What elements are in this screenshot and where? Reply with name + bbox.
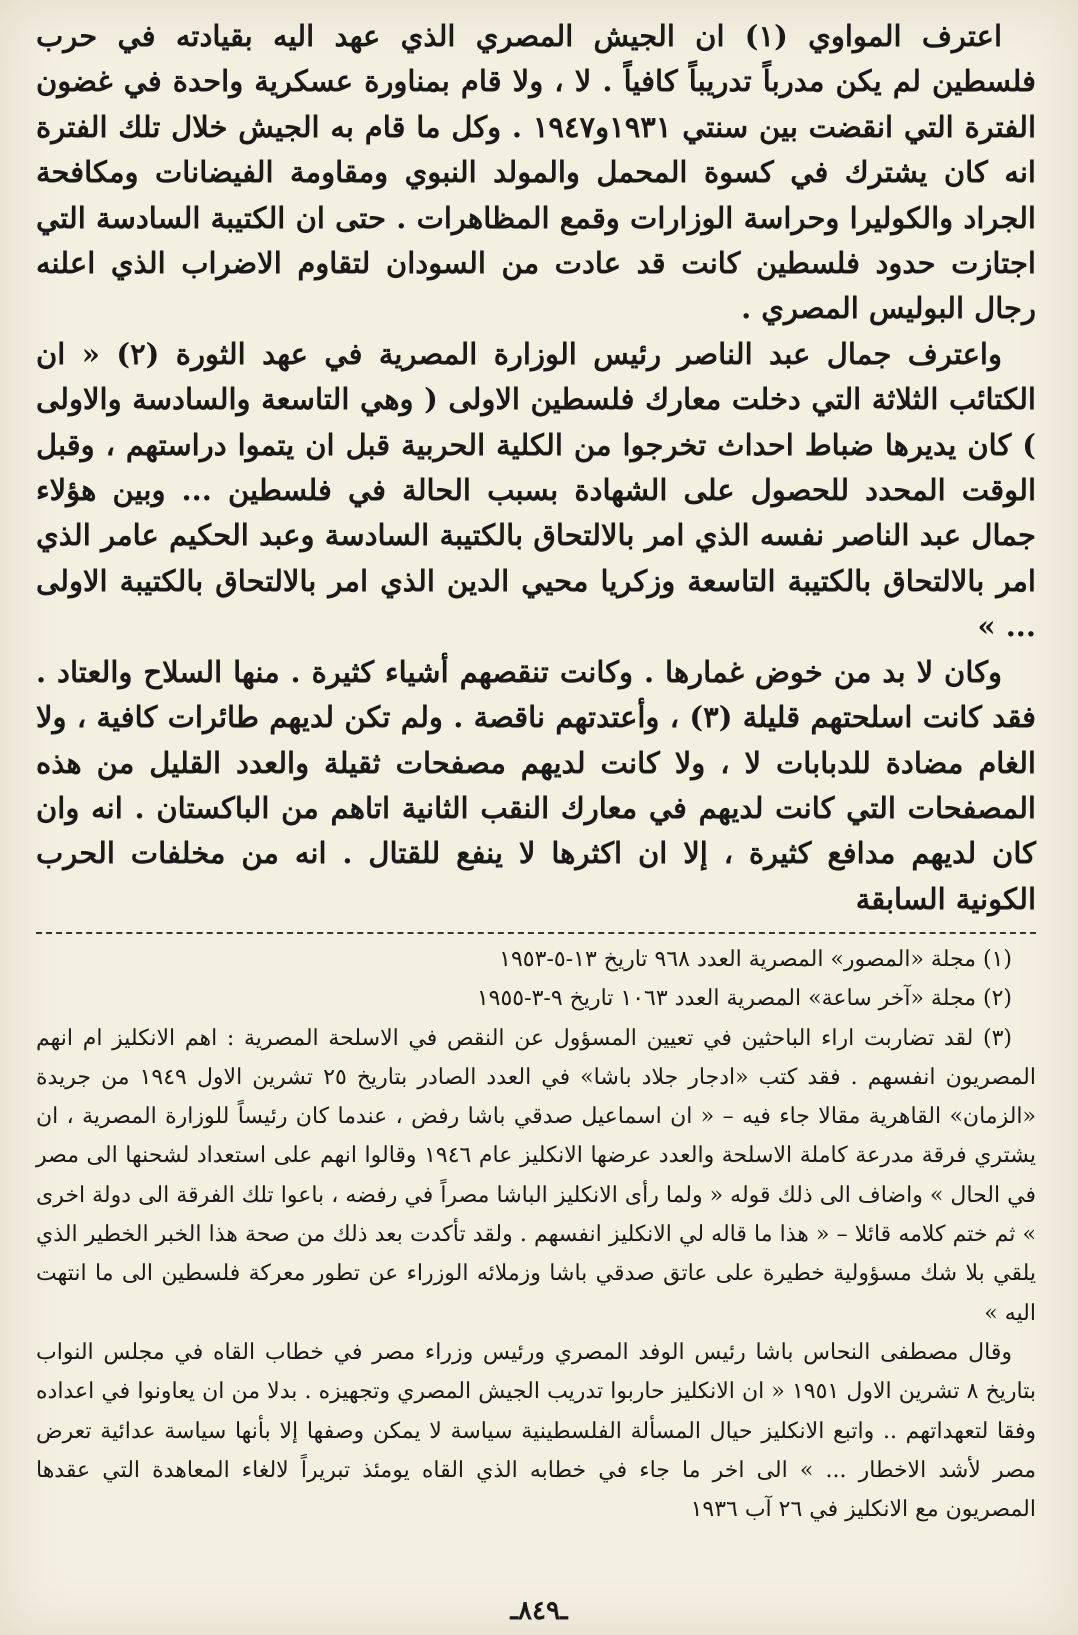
footnotes (36, 940, 1036, 1529)
paragraph-2: واعترف جمال عبد الناصر رئيس الوزارة المصرية في عهد الثورة (٢) « ان الكتائب الثلاثة التي دخلت معارك فلسطين الاولى ( وهي التاسعة والسادسة والاولى ) كان يديرها ضباط احداث تخرجوا من الكلية الحربية قبل ان يتموا دراستهم ، وقبل الوقت المحدد للحصول على الشهادة بسبب الحالة في فلسطين ... وبين هؤلاء جمال عبد الناصر نفسه الذي امر بالالتحاق بالكتيبة السادسة وعبد الحكيم عامر الذي امر بالالتحاق بالكتيبة التاسعة وزكريا محيي الدين الذي امر بالالتحاق بالكتيبة الاولى ... » (36, 336, 1036, 644)
footnote-4: وقال مصطفى النحاس باشا رئيس الوفد المصري ورئيس وزراء مصر في خطاب القاه في مجلس النواب بتاريخ ٨ تشرين الاول ١٩٥١ « ان الانكليز حاربوا تدريب الجيش المصري وتجهيزه . بدلا من ان يعاونوا في اعداده وفقا لتعهداتهم .. واتبع الانكليز حيال المسألة الفلسطينية سياسة لا يمكن وصفها إلا بأنها سياسة عدائية تعرض مصر لأشد الاخطار ... » الى اخر ما جاء في خطابه الذي القاه يومئذ تبريراً لالغاء المعاهدة التي عقدها المصريون مع الانكليز في ٢٦ آب ١٩٣٦ (36, 1339, 1037, 1523)
paragraph-1: اعترف المواوي (١) ان الجيش المصري الذي عهد اليه بقيادته في حرب فلسطين لم يكن مدرباً تدريباً كافياً . لا ، ولا قام بمناورة عسكرية واحدة في غضون الفترة التي انقضت بين سنتي ١٩٣١و١٩٤٧ . وكل ما قام به الجيش خلال تلك الفترة انه كان يشترك في كسوة المحمل والمولد النبوي ومقاومة الفيضانات ومكافحة الجراد والكوليرا وحراسة الوزارات وقمع المظاهرات . حتى ان الكتيبة السادسة التي اجتازت حدود فلسطين كانت قد عادت من السودان لتقاوم الاضراب الذي اعلنه رجال البوليس المصري . (36, 19, 1036, 326)
footnote-1: (١) مجلة «المصور» المصرية العدد ٩٦٨ تاريخ ١٣-٥-١٩٥٣ (499, 947, 1012, 972)
page-number: ـ٨٤٩ـ (510, 1596, 568, 1626)
footnote-2: (٢) مجلة «آخر ساعة» المصرية العدد ١٠٦٣ تاريخ ٩-٣-١٩٥٥ (476, 986, 1012, 1012)
footnote-divider (36, 932, 1036, 934)
paragraph-3: وكان لا بد من خوض غمارها . وكانت تنقصهم أشياء كثيرة . منها السلاح والعتاد . فقد كانت اسلحتهم قليلة (٣) ، وأعتدتهم ناقصة . ولم تكن لديهم طائرات كافية ، ولا الغام مضادة للدبابات لا ، ولا كانت لديهم مصفحات ثقيلة والعدد القليل من هذه المصفحات التي كانت لديهم في معارك النقب الثانية اتاهم من الباكستان . انه وان كان لديهم مدافع كثيرة ، إلا ان اكثرها لا ينفع للقتال . انه من مخلفات الحرب الكونية السابقة (36, 654, 1037, 916)
main-text (36, 14, 1036, 922)
footnote-3: (٣) لقد تضاربت اراء الباحثين في تعيين المسؤول عن النقص في الاسلحة المصرية : اهم الانكليز ام انهم المصريون انفسهم . فقد كتب «ادجار جلاد باشا» في العدد الصادر بتاريخ ٢٥ تشرين الاول ١٩٤٩ من جريدة «الزمان» القاهرية مقالا جاء فيه – « ان اسماعيل صدقي باشا رفض ، عندما كان رئيساً للوزارة المصرية ، ان يشتري فرقة مدرعة كاملة الاسلحة والعدد عرضها الانكليز عام ١٩٤٦ وقالوا انهم على استعداد لشحنها الى مصر في الحال » واضاف الى ذلك قوله « ولما رأى الانكليز الباشا مصراً في رفضه ، باعوا تلك الفرقة الى دولة اخرى » ثم ختم كلامه قائلا – « هذا ما قاله لي الانكليز انفسهم . ولقد تأكدت بعد ذلك من صحة هذا الخبر الخطير الذي يلقي بلا شك مسؤولية خطيرة على عاتق صدقي باشا وزملائه الوزراء عن تطور معركة فلسطين الى ما انتهت اليه » (36, 1025, 1036, 1326)
